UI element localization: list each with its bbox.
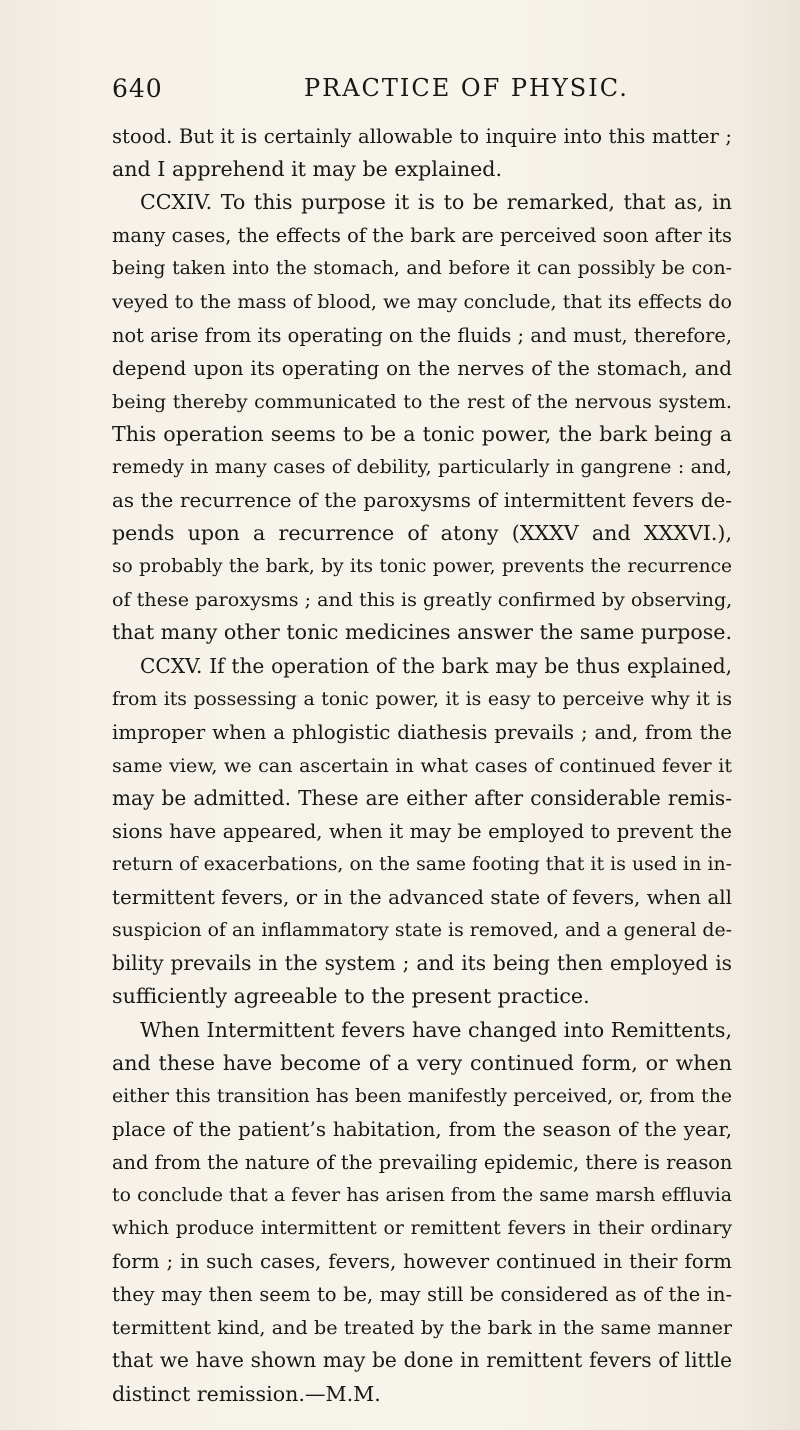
text-line: and these have become of a very continued form, or when (112, 1050, 732, 1075)
text-line: that many other tonic medicines answer the same purpose. (112, 620, 733, 645)
page-header (112, 74, 722, 114)
text-line: and I apprehend it may be explained. (112, 157, 502, 182)
text-line: This operation seems to be a tonic power, the bark being a (112, 421, 732, 446)
text-line: not arise from its operating on the fluids ; and must, therefore, (112, 323, 732, 347)
text-line: to conclude that a fever has arisen from the same marsh effluvia (112, 1185, 732, 1206)
text-line: and from the nature of the prevailing epidemic, there is reason (112, 1150, 733, 1174)
text-line: so probably the bark, by its tonic power, prevents the recurrence (112, 556, 732, 578)
text-line: sions have appeared, when it may be employed to prevent the (112, 819, 732, 843)
text-line: depend upon its operating on the nerves of the stomach, and (112, 356, 732, 380)
text-line: same view, we can ascertain in what cases of continued fever it (112, 753, 732, 777)
text-line: pends upon a recurrence of atony (XXXV and XXXVI.), (112, 521, 732, 546)
text-line: stood. But it is certainly allowable to inquire into this matter ; (112, 125, 732, 148)
text-line: many cases, the effects of the bark are perceived soon after its (112, 224, 732, 248)
text-line: being taken into the stomach, and before it can possibly be con- (112, 258, 732, 280)
note-start: When Intermittent fevers have changed into Remittents, (140, 1017, 732, 1042)
text-line: remedy in many cases of debility, particularly in gangrene : and, (112, 456, 732, 478)
text-line: improper when a phlogistic diathesis prevails ; and, from the (112, 720, 732, 744)
text-line: form ; in such cases, fevers, however continued in their form (112, 1250, 732, 1274)
text-line: may be admitted. These are either after considerable remis- (112, 785, 732, 810)
text-line: either this transition has been manifestly perceived, or, from the (112, 1085, 732, 1107)
page-number: 640 (112, 74, 163, 103)
section-start-ccxv: CCXV. If the operation of the bark may be thus explained, (140, 653, 732, 678)
section-start-ccxiv: CCXIV. To this purpose it is to be remarked, that as, in (140, 190, 732, 215)
text-line: sufficiently agreeable to the present practice. (112, 984, 590, 1009)
text-line: which produce intermittent or remittent fevers in their ordinary (112, 1218, 732, 1240)
text-line: as the recurrence of the paroxysms of intermittent fevers de- (112, 489, 732, 513)
text-line: bility prevails in the system ; and its being then employed is (112, 951, 732, 976)
text-line: suspicion of an inflammatory state is removed, and a general de- (112, 920, 732, 942)
text-line: veyed to the mass of blood, we may conclude, that its effects do (112, 290, 732, 314)
text-line-signature: distinct remission.—M.M. (112, 1381, 381, 1406)
body-text (112, 120, 732, 1411)
text-line: from its possessing a tonic power, it is easy to perceive why it is (112, 688, 732, 710)
text-line: termittent kind, and be treated by the bark in the same manner (112, 1316, 732, 1340)
running-head: PRACTICE OF PHYSIC. (304, 74, 629, 102)
text-line: of these paroxysms ; and this is greatly confirmed by observing, (112, 588, 733, 612)
text-line: that we have shown may be done in remittent fevers of little (112, 1348, 732, 1373)
text-line: they may then seem to be, may still be considered as of the in- (112, 1283, 732, 1307)
text-line: return of exacerbations, on the same footing that it is used in in- (112, 854, 732, 876)
text-line: place of the patient’s habitation, from the season of the year, (112, 1117, 732, 1141)
text-line: being thereby communicated to the rest of the nervous system. (112, 389, 732, 413)
text-line: termittent fevers, or in the advanced state of fevers, when all (112, 886, 732, 910)
